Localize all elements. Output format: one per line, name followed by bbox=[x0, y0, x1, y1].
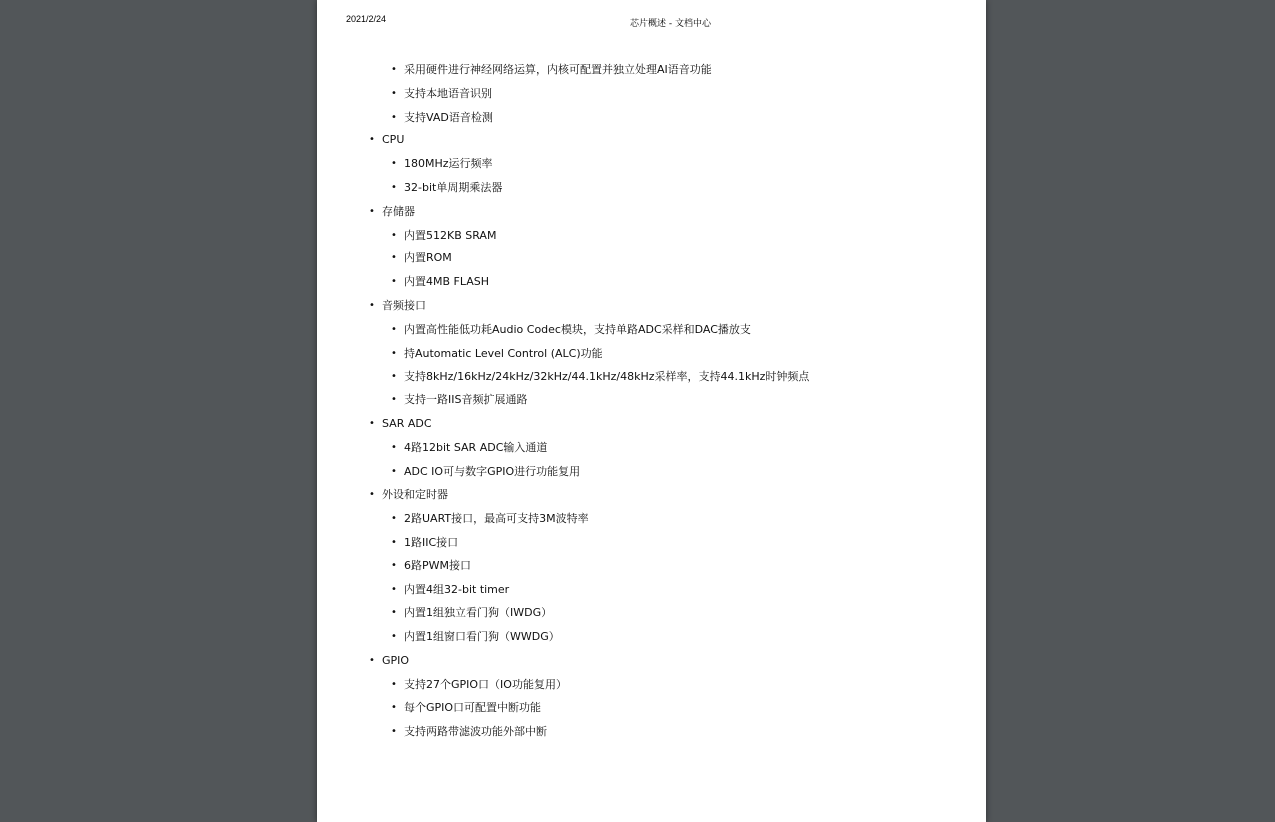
bullet-icon: • bbox=[391, 466, 397, 477]
list-item bbox=[391, 536, 459, 550]
list-item-text: 采用硬件进行神经网络运算，内核可配置并独立处理AI语音功能 bbox=[404, 63, 712, 76]
list-item bbox=[391, 111, 493, 125]
list-item bbox=[391, 701, 542, 715]
bullet-icon: • bbox=[369, 206, 375, 217]
list-item bbox=[391, 678, 567, 692]
bullet-icon: • bbox=[391, 394, 397, 405]
bullet-icon: • bbox=[369, 300, 375, 311]
bullet-icon: • bbox=[391, 348, 397, 359]
list-item bbox=[391, 229, 497, 243]
list-item-text: 每个GPIO口可配置中断功能 bbox=[404, 701, 542, 714]
list-item-text: 支持两路带滤波功能外部中断 bbox=[404, 725, 547, 738]
bullet-icon: • bbox=[391, 88, 397, 99]
bullet-icon: • bbox=[391, 182, 397, 193]
bullet-icon: • bbox=[391, 607, 397, 618]
list-item-text: 内置4MB FLASH bbox=[404, 275, 490, 288]
list-item-text: 内置ROM bbox=[404, 251, 452, 264]
list-item-text: ADC IO可与数字GPIO进行功能复用 bbox=[404, 465, 581, 478]
list-item-text: 1路IIC接口 bbox=[404, 536, 459, 549]
list-item bbox=[391, 63, 712, 77]
list-item bbox=[391, 512, 589, 526]
bullet-icon: • bbox=[391, 252, 397, 263]
list-item bbox=[391, 559, 471, 573]
section-heading bbox=[369, 205, 415, 219]
list-item-text: 2路UART接口，最高可支持3M波特率 bbox=[404, 512, 589, 525]
list-item-text: 32-bit单周期乘法器 bbox=[404, 181, 503, 194]
section-heading bbox=[369, 654, 410, 668]
section-heading bbox=[369, 133, 405, 147]
list-item bbox=[391, 630, 560, 644]
bullet-icon: • bbox=[369, 134, 375, 145]
list-item-text: 支持27个GPIO口（IO功能复用） bbox=[404, 678, 567, 691]
list-item-text: 内置4组32-bit timer bbox=[404, 583, 510, 596]
list-item bbox=[391, 251, 452, 265]
bullet-icon: • bbox=[391, 230, 397, 241]
bullet-icon: • bbox=[391, 584, 397, 595]
list-item bbox=[391, 370, 810, 384]
list-item-text: 内置高性能低功耗Audio Codec模块，支持单路ADC采样和DAC播放支 bbox=[404, 323, 751, 336]
list-item bbox=[391, 583, 510, 597]
section-heading-text: SAR ADC bbox=[382, 417, 432, 430]
section-heading-text: 存储器 bbox=[382, 205, 415, 218]
bullet-icon: • bbox=[391, 442, 397, 453]
list-item bbox=[391, 347, 603, 361]
list-item bbox=[391, 275, 490, 289]
bullet-icon: • bbox=[369, 489, 375, 500]
list-item-text: 180MHz运行频率 bbox=[404, 157, 493, 170]
list-item-text: 持Automatic Level Control (ALC)功能 bbox=[404, 347, 603, 360]
bullet-icon: • bbox=[391, 64, 397, 75]
list-item bbox=[391, 465, 581, 479]
bullet-icon: • bbox=[391, 112, 397, 123]
section-heading-text: 音频接口 bbox=[382, 299, 426, 312]
list-item-text: 支持8kHz/16kHz/24kHz/32kHz/44.1kHz/48kHz采样率，支持44.1kHz时钟频点 bbox=[404, 370, 810, 383]
section-heading-text: CPU bbox=[382, 133, 405, 146]
bullet-icon: • bbox=[391, 513, 397, 524]
bullet-icon: • bbox=[369, 655, 375, 666]
section-heading bbox=[369, 417, 432, 431]
bullet-icon: • bbox=[391, 276, 397, 287]
section-heading-text: 外设和定时器 bbox=[382, 488, 448, 501]
bullet-icon: • bbox=[391, 371, 397, 382]
header-title: 芯片概述 - 文档中心 bbox=[630, 19, 711, 29]
bullet-icon: • bbox=[391, 702, 397, 713]
bullet-icon: • bbox=[391, 679, 397, 690]
list-item bbox=[391, 181, 503, 195]
bullet-icon: • bbox=[391, 158, 397, 169]
list-item bbox=[391, 87, 492, 101]
section-heading-text: GPIO bbox=[382, 654, 410, 667]
list-item bbox=[391, 393, 528, 407]
list-item bbox=[391, 725, 547, 739]
list-item-text: 支持VAD语音检测 bbox=[404, 111, 493, 124]
bullet-icon: • bbox=[391, 537, 397, 548]
list-item-text: 内置512KB SRAM bbox=[404, 229, 497, 242]
bullet-icon: • bbox=[391, 560, 397, 571]
list-item-text: 支持本地语音识别 bbox=[404, 87, 492, 100]
list-item-text: 6路PWM接口 bbox=[404, 559, 471, 572]
bullet-icon: • bbox=[391, 631, 397, 642]
list-item-text: 支持一路IIS音频扩展通路 bbox=[404, 393, 528, 406]
list-item bbox=[391, 441, 548, 455]
bullet-icon: • bbox=[369, 418, 375, 429]
bullet-icon: • bbox=[391, 726, 397, 737]
pdf-page bbox=[317, 0, 986, 822]
list-item bbox=[391, 606, 553, 620]
bullet-icon: • bbox=[391, 324, 397, 335]
section-heading bbox=[369, 488, 448, 502]
list-item bbox=[391, 157, 493, 171]
list-item-text: 内置1组独立看门狗（IWDG） bbox=[404, 606, 553, 619]
list-item-text: 内置1组窗口看门狗（WWDG） bbox=[404, 630, 560, 643]
list-item bbox=[391, 323, 751, 337]
list-item-text: 4路12bit SAR ADC输入通道 bbox=[404, 441, 548, 454]
section-heading bbox=[369, 299, 426, 313]
header-date: 2021/2/24 bbox=[346, 14, 387, 24]
